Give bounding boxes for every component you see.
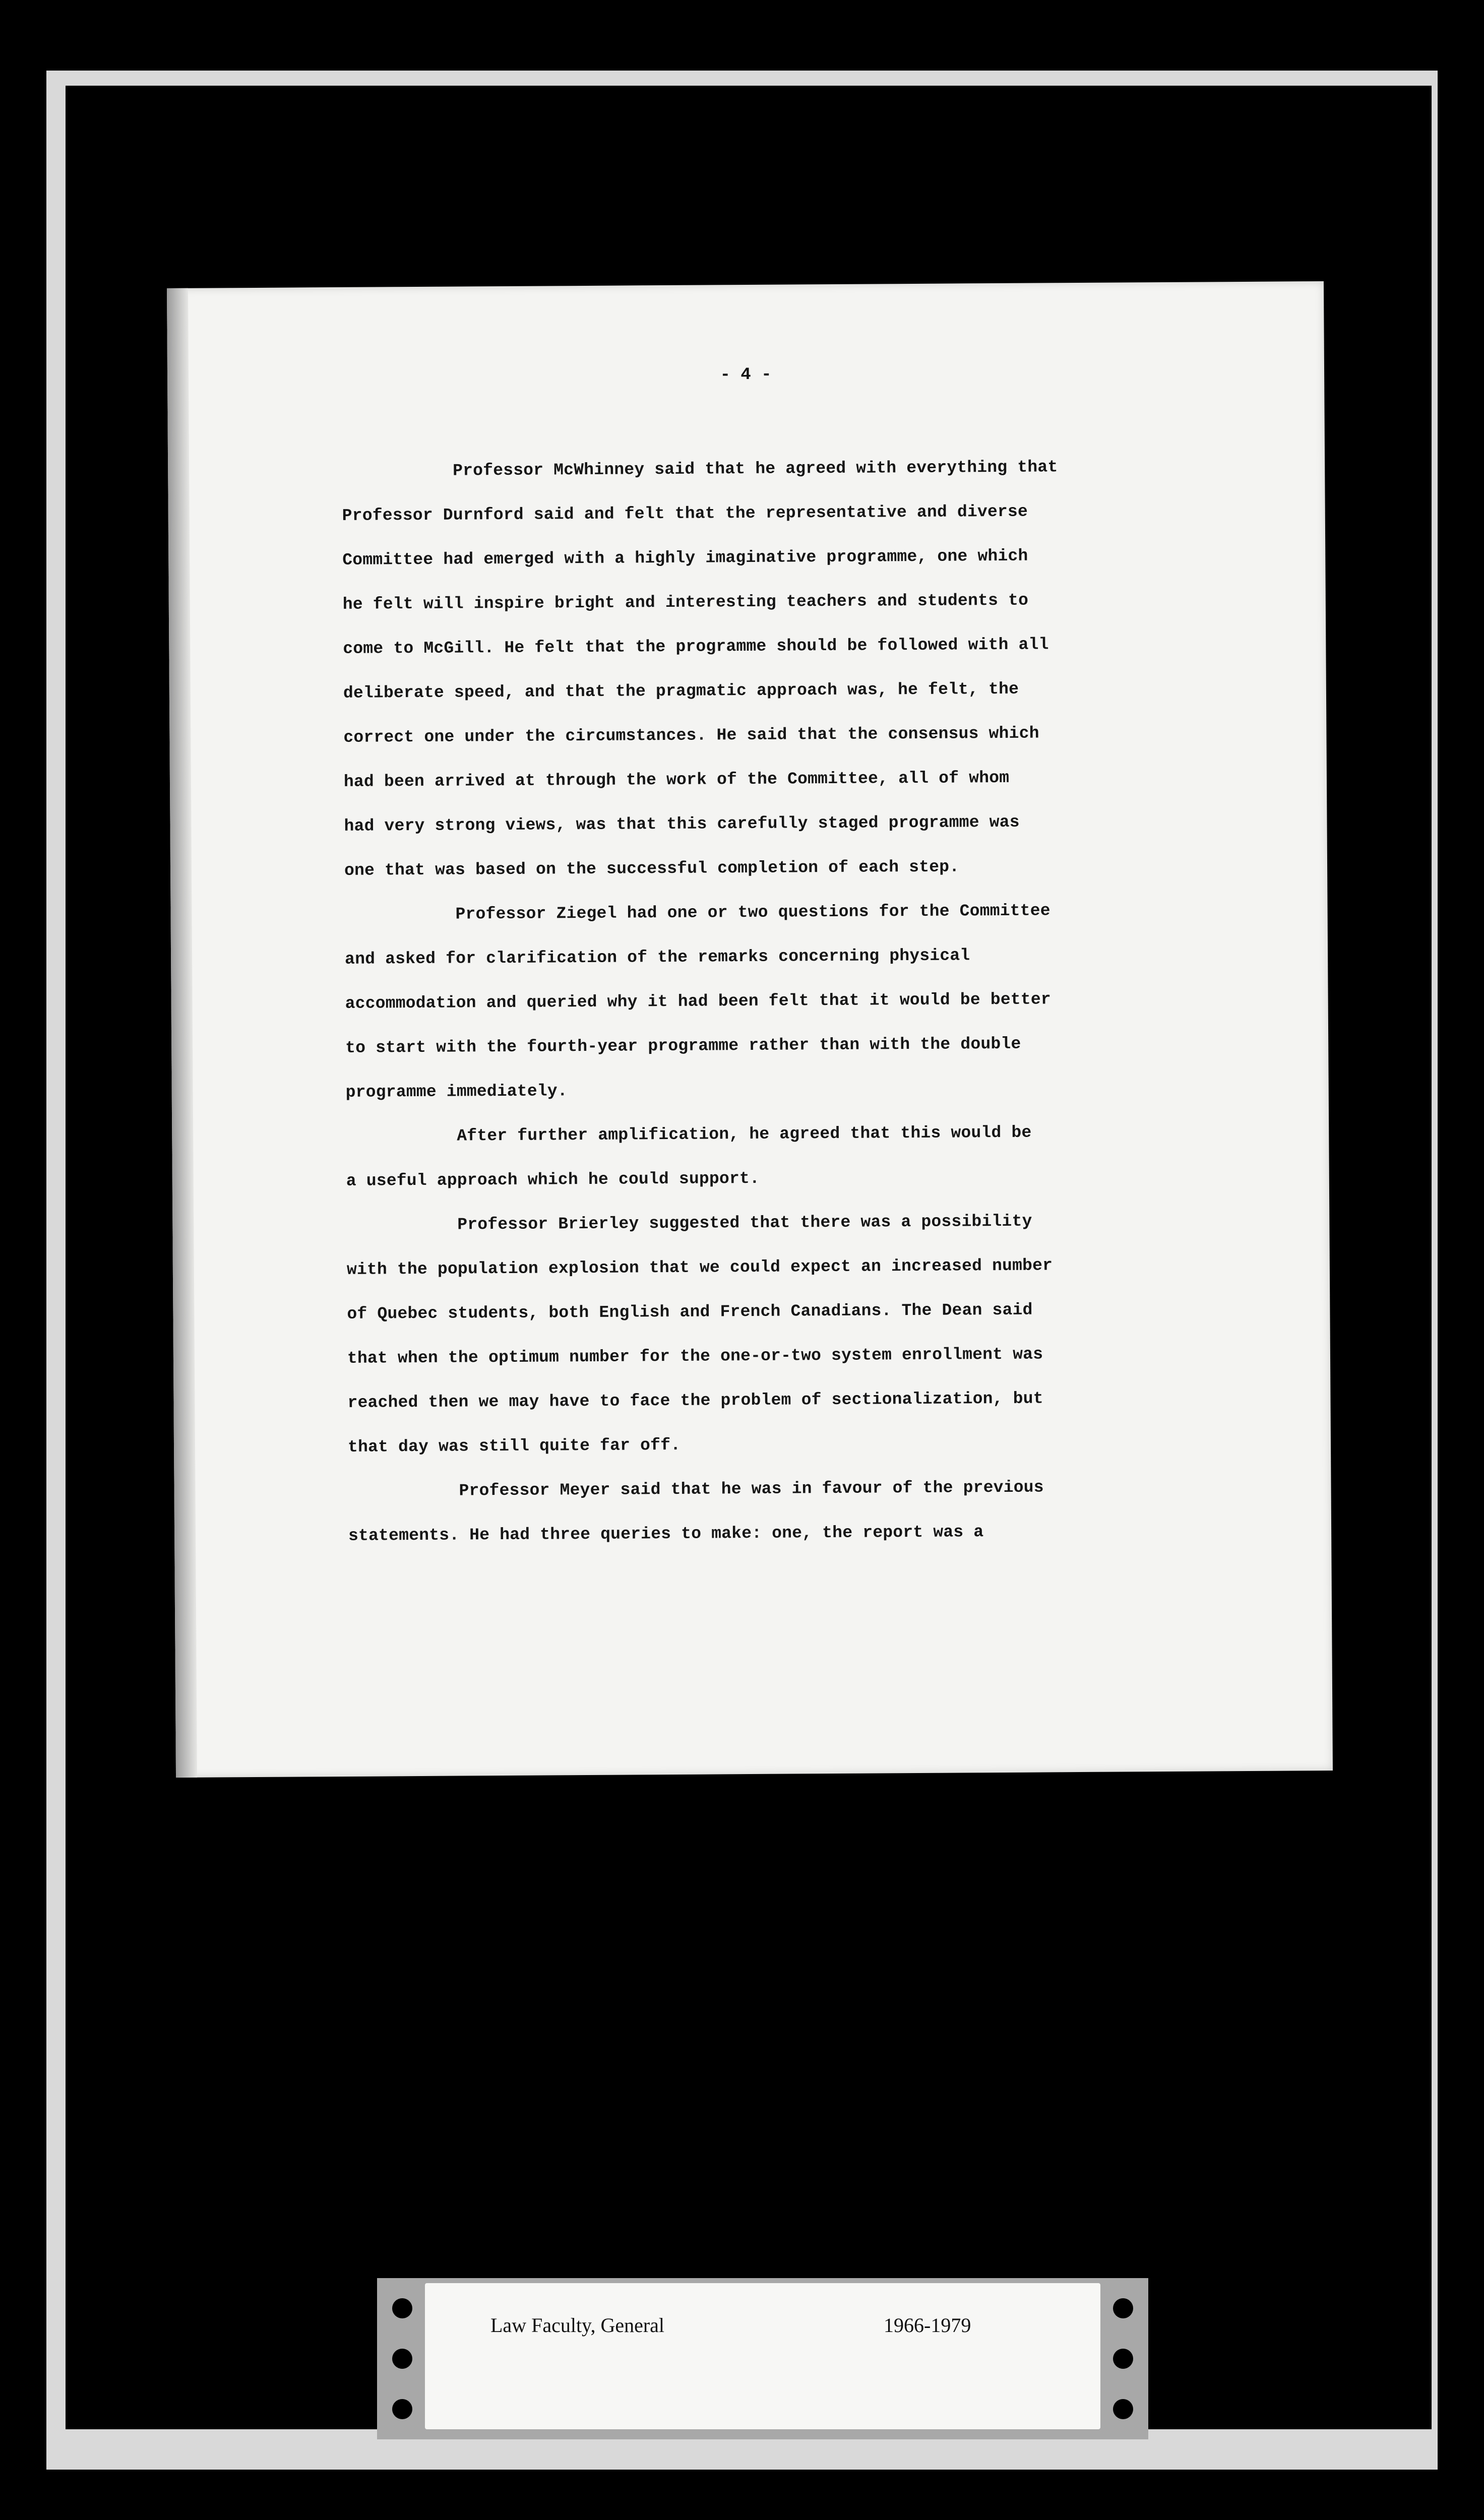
- paragraph-brierley: [346, 1198, 1215, 1469]
- paragraph-meyer: [348, 1464, 1215, 1558]
- paragraph-amplification: [346, 1109, 1213, 1204]
- sprocket-hole: [1113, 2298, 1133, 2318]
- sprocket-hole: [392, 2349, 412, 2369]
- text-line: a useful approach which he could support.: [346, 1169, 760, 1190]
- typed-page: [167, 281, 1333, 1778]
- sprocket-hole: [392, 2298, 412, 2318]
- sprocket-hole: [392, 2399, 412, 2419]
- text-line: correct one under the circumstances. He said that the consensus which: [343, 724, 1039, 747]
- text-line: reached then we may have to face the problem of sectionalization, but: [347, 1389, 1043, 1412]
- text-line: Professor Ziegel had one or two questions for the Committee: [455, 901, 1050, 924]
- text-line: deliberate speed, and that the pragmatic approach was, he felt, the: [343, 679, 1019, 703]
- text-line: accommodation and queried why it had been felt that it would be better: [345, 990, 1051, 1013]
- text-line: he felt will inspire bright and interesting teachers and students to: [342, 591, 1029, 614]
- archive-label-years: 1966-1979: [884, 2314, 971, 2337]
- archive-label-title: Law Faculty, General: [490, 2314, 665, 2337]
- text-line: to start with the fourth-year programme rather than with the double: [345, 1034, 1021, 1057]
- text-line: statements. He had three queries to make: one, the report was a: [348, 1523, 984, 1545]
- archive-label-card: [425, 2283, 1100, 2429]
- text-line: Professor Durnford said and felt that the representative and diverse: [342, 502, 1028, 525]
- sprocket-hole: [1113, 2399, 1133, 2419]
- text-line: that day was still quite far off.: [347, 1435, 681, 1457]
- text-line: one that was based on the successful completion of each step.: [344, 857, 960, 880]
- sprocket-hole: [1113, 2349, 1133, 2369]
- page-number: - 4 -: [720, 365, 772, 385]
- archive-label-strip: [377, 2278, 1148, 2439]
- text-line: Committee had emerged with a highly imaginative programme, one which: [342, 546, 1028, 570]
- text-line: that when the optimum number for the one-or-two system enrollment was: [347, 1345, 1043, 1368]
- paragraph-ziegel: [344, 888, 1213, 1114]
- text-line: with the population explosion that we could expect an increased number: [346, 1256, 1053, 1279]
- text-line: come to McGill. He felt that the programme should be followed with all: [343, 635, 1049, 658]
- text-line: Professor McWhinney said that he agreed with everything that: [453, 458, 1058, 480]
- text-line: had been arrived at through the work of the Committee, all of whom: [343, 768, 1010, 791]
- text-line: After further amplification, he agreed that this would be: [457, 1123, 1032, 1146]
- text-line: Professor Meyer said that he was in favour of the previous: [459, 1478, 1044, 1500]
- text-line: programme immediately.: [345, 1082, 568, 1102]
- paragraph-mcwhinney: [342, 444, 1211, 893]
- text-line: Professor Brierley suggested that there was a possibility: [457, 1212, 1032, 1234]
- text-line: of Quebec students, both English and French Canadians. The Dean said: [347, 1300, 1033, 1324]
- text-line: and asked for clarification of the remarks concerning physical: [345, 946, 970, 969]
- text-line: had very strong views, was that this carefully staged programme was: [344, 812, 1020, 836]
- minutes-text: [342, 444, 1215, 1558]
